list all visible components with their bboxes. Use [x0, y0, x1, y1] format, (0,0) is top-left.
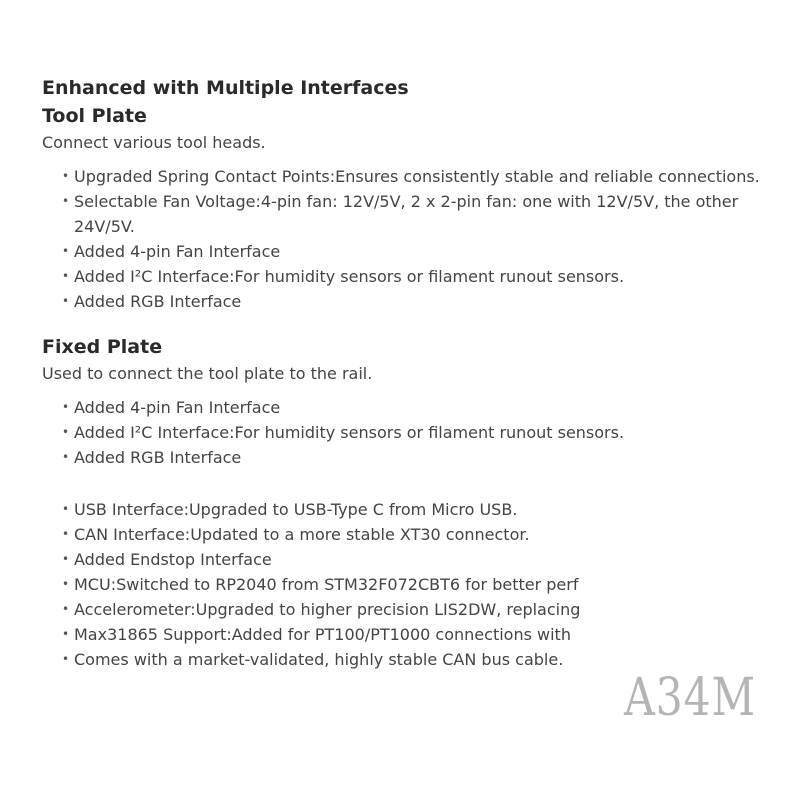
list-item: • Added I²C Interface:For humidity sensors or filament runout sensors. — [62, 420, 800, 445]
list-item: • USB Interface:Upgraded to USB-Type C from Micro USB. — [62, 497, 594, 522]
list-item: • Added I²C Interface:For humidity sensors or filament runout sensors. — [62, 264, 800, 289]
tool-plate-description: Connect various tool heads. — [42, 133, 266, 152]
fixed-plate-section — [42, 333, 800, 470]
list-item: • Added RGB Interface — [62, 445, 800, 470]
list-item: • MCU:Switched to RP2040 from STM32F072CBT6 for better perf — [62, 572, 594, 597]
other-features-section — [42, 497, 800, 672]
list-item: • Added RGB Interface — [62, 289, 800, 314]
list-item: • CAN Interface:Updated to a more stable XT30 connector. — [62, 522, 594, 547]
tool-plate-heading: Tool Plate — [42, 105, 147, 127]
tool-plate-list — [42, 164, 800, 314]
list-item: • Added Endstop Interface — [62, 547, 594, 572]
fixed-plate-description: Used to connect the tool plate to the rail. — [42, 364, 373, 383]
main-heading: Enhanced with Multiple Interfaces — [42, 77, 409, 99]
other-features-list — [42, 497, 594, 672]
content-area — [42, 74, 800, 672]
list-item: • Added 4-pin Fan Interface — [62, 395, 800, 420]
list-item: • Comes with a market-validated, highly stable CAN bus cable. — [62, 647, 594, 672]
list-item: • Selectable Fan Voltage:4-pin fan: 12V/5V, 2 x 2-pin fan: one with 12V/5V, the other 24V/5V. — [62, 189, 774, 239]
tool-plate-section — [42, 102, 800, 314]
watermark-logo: A34M — [624, 668, 756, 728]
list-item: • Added 4-pin Fan Interface — [62, 239, 800, 264]
list-item: • Max31865 Support:Added for PT100/PT1000 connections with — [62, 622, 594, 647]
fixed-plate-heading: Fixed Plate — [42, 336, 163, 358]
list-item: • Upgraded Spring Contact Points:Ensures consistently stable and reliable connections. — [62, 164, 800, 189]
other-features-clip — [42, 497, 594, 672]
fixed-plate-list — [42, 395, 800, 470]
list-item: • Accelerometer:Upgraded to higher precision LIS2DW, replacing — [62, 597, 594, 622]
